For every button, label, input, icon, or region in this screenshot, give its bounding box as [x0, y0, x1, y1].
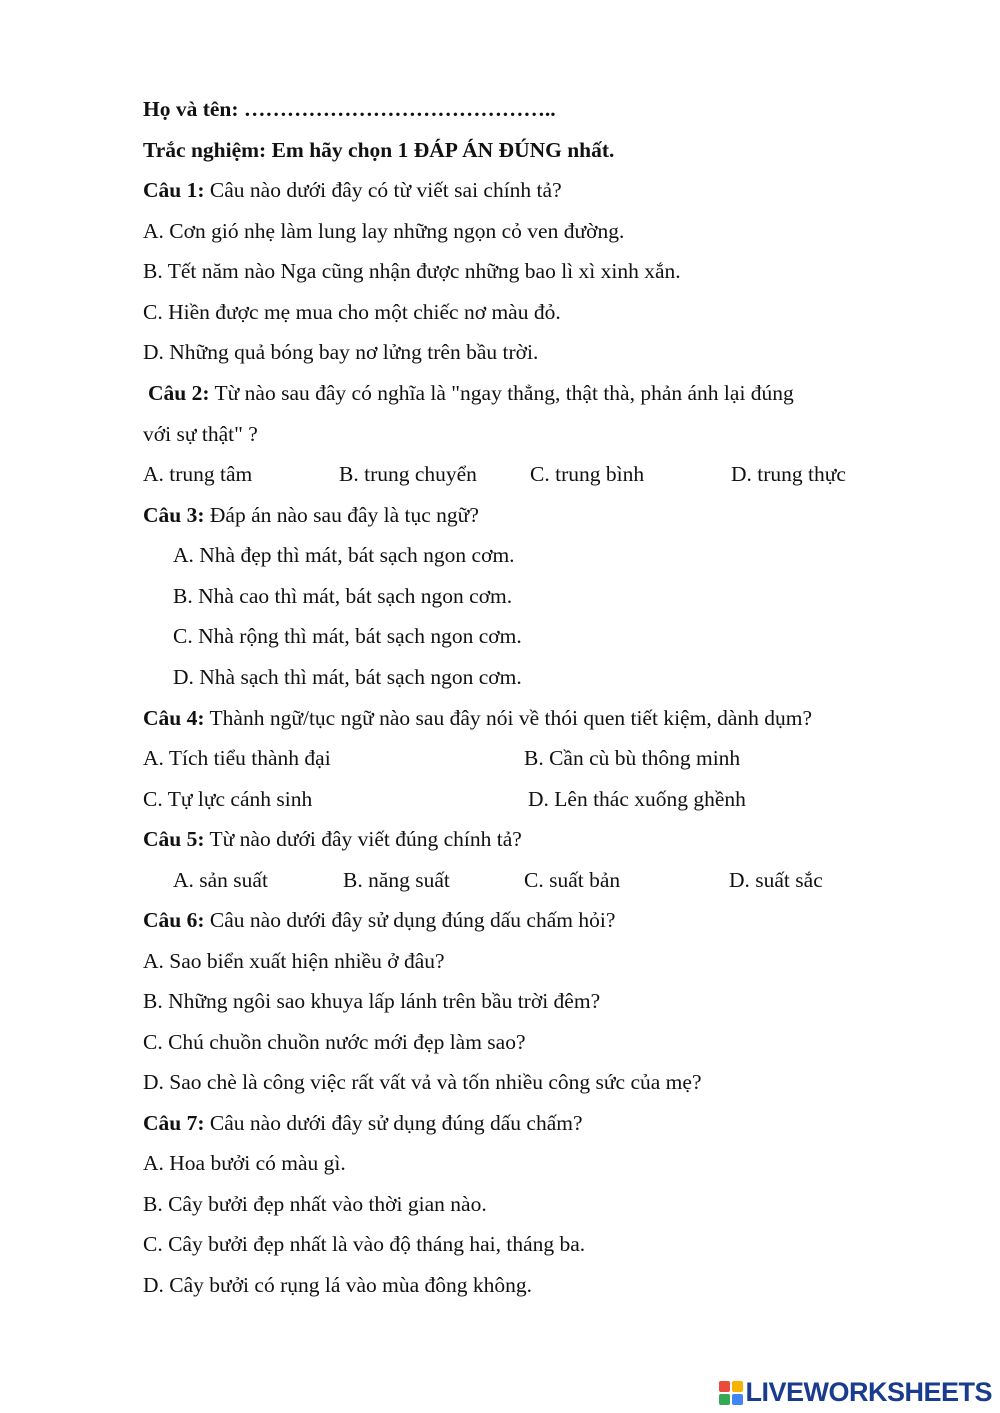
name-field-label: Họ và tên: …………………………………….. [143, 97, 556, 121]
question-2-continued: với sự thật" ? [143, 422, 258, 446]
question-7: Câu 7: Câu nào dưới đây sử dụng đúng dấu chấm? [143, 1111, 583, 1135]
q4-option-d[interactable]: D. Lên thác xuống ghềnh [528, 787, 746, 811]
logo-square-3 [719, 1394, 730, 1405]
q3-option-d[interactable]: D. Nhà sạch thì mát, bát sạch ngon cơm. [173, 665, 522, 689]
liveworksheets-text: LIVEWORKSHEETS [745, 1377, 992, 1407]
logo-square-1 [719, 1381, 730, 1392]
q5-option-b[interactable]: B. năng suất [343, 868, 450, 892]
q4-option-a[interactable]: A. Tích tiểu thành đại [143, 746, 331, 770]
question-5: Câu 5: Từ nào dưới đây viết đúng chính tả? [143, 827, 522, 851]
q5-option-c[interactable]: C. suất bản [524, 868, 621, 892]
q3-option-b[interactable]: B. Nhà cao thì mát, bát sạch ngon cơm. [173, 584, 513, 608]
q7-option-b[interactable]: B. Cây bưởi đẹp nhất vào thời gian nào. [143, 1192, 487, 1216]
q1-option-d[interactable]: D. Những quả bóng bay nơ lửng trên bầu trời. [143, 340, 539, 364]
question-2: Câu 2: Từ nào sau đây có nghĩa là "ngay thẳng, thật thà, phản ánh lại đúng [148, 381, 794, 405]
liveworksheets-logo [719, 1377, 992, 1408]
question-3: Câu 3: Đáp án nào sau đây là tục ngữ? [143, 503, 479, 527]
q6-option-d[interactable]: D. Sao chè là công việc rất vất vả và tốn nhiều công sức của mẹ? [143, 1070, 702, 1094]
q6-option-c[interactable]: C. Chú chuồn chuồn nước mới đẹp làm sao? [143, 1030, 526, 1054]
q7-option-d[interactable]: D. Cây bưởi có rụng lá vào mùa đông không. [143, 1273, 533, 1297]
instruction: Trắc nghiệm: Em hãy chọn 1 ĐÁP ÁN ĐÚNG nhất. [143, 138, 615, 162]
q2-option-a[interactable]: A. trung tâm [143, 462, 253, 486]
question-1: Câu 1: Câu nào dưới đây có từ viết sai chính tả? [143, 178, 562, 202]
q1-option-a[interactable]: A. Cơn gió nhẹ làm lung lay những ngọn cỏ ven đường. [143, 219, 625, 243]
liveworksheets-icon [719, 1381, 743, 1405]
q3-option-a[interactable]: A. Nhà đẹp thì mát, bát sạch ngon cơm. [173, 543, 515, 567]
q7-option-c[interactable]: C. Cây bưởi đẹp nhất là vào độ tháng hai, tháng ba. [143, 1232, 586, 1256]
question-4: Câu 4: Thành ngữ/tục ngữ nào sau đây nói về thói quen tiết kiệm, dành dụm? [143, 706, 813, 730]
q2-option-c[interactable]: C. trung bình [530, 462, 645, 486]
q6-option-b[interactable]: B. Những ngôi sao khuya lấp lánh trên bầu trời đêm? [143, 989, 601, 1013]
q5-option-d[interactable]: D. suất sắc [729, 868, 823, 892]
q7-option-a[interactable]: A. Hoa bưởi có màu gì. [143, 1151, 346, 1175]
logo-square-4 [732, 1394, 743, 1405]
logo-square-2 [732, 1381, 743, 1392]
q5-option-a[interactable]: A. sản suất [173, 868, 268, 892]
q4-option-b[interactable]: B. Cần cù bù thông minh [524, 746, 741, 770]
q1-option-c[interactable]: C. Hiền được mẹ mua cho một chiếc nơ màu đỏ. [143, 300, 561, 324]
q1-option-b[interactable]: B. Tết năm nào Nga cũng nhận được những bao lì xì xinh xắn. [143, 259, 681, 283]
q2-option-b[interactable]: B. trung chuyển [339, 462, 477, 486]
q3-option-c[interactable]: C. Nhà rộng thì mát, bát sạch ngon cơm. [173, 624, 522, 648]
q2-option-d[interactable]: D. trung thực [731, 462, 846, 486]
question-6: Câu 6: Câu nào dưới đây sử dụng đúng dấu chấm hỏi? [143, 908, 616, 932]
q6-option-a[interactable]: A. Sao biển xuất hiện nhiều ở đâu? [143, 949, 445, 973]
q4-option-c[interactable]: C. Tự lực cánh sinh [143, 787, 313, 811]
